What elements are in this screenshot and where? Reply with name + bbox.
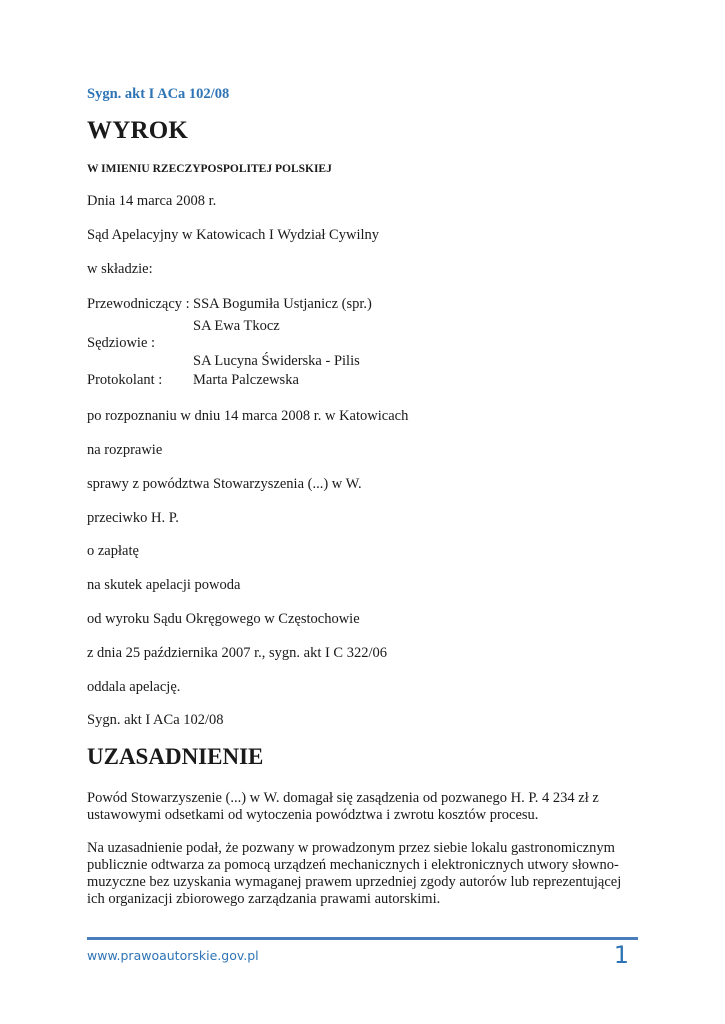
proceedings-line: sprawy z powództwa Stowarzyszenia (...) w W. [87,476,362,492]
judges-label: Sędziowie : [87,335,156,351]
composition-intro: w składzie: [87,261,153,277]
document-subtitle: W IMIENIU RZECZYPOSPOLITEJ POLSKIEJ [87,163,332,175]
proceedings-line: po rozpoznaniu w dniu 14 marca 2008 r. w Katowicach [87,408,409,424]
footer-divider [87,937,638,940]
verdict-line: oddala apelację. [87,679,181,695]
page-number: 1 [613,941,629,969]
proceedings-line: na rozprawie [87,442,163,458]
document-title: WYROK [87,117,188,144]
document-page [87,0,647,1024]
chair-label: Przewodniczący : [87,296,190,312]
justification-paragraph: Na uzasadnienie podał, że pozwany w prowadzonym przez siebie lokalu gastronomicznym publicznie odtwarza za pomocą urządzeń mechanicznych i elektronicznych utwory słowno-muzyczne bez uzyskania wymaganej prawem uprzedniej zgody autorów lub reprezentującej ich organizacji zbiorowego zarządzania prawami autorskimi. [87,840,622,907]
clerk-name: Marta Palczewska [193,372,299,388]
justification-paragraph: Powód Stowarzyszenie (...) w W. domagał się zasądzenia od pozwanego H. P. 4 234 zł z ustawowymi odsetkami od wytoczenia powództwa i zwrotu kosztów procesu. [87,790,599,823]
judgment-date: Dnia 14 marca 2008 r. [87,193,217,209]
proceedings-line: od wyroku Sądu Okręgowego w Częstochowie [87,611,360,627]
judge-name: SA Lucyna Świderska - Pilis [193,353,360,369]
proceedings-line: o zapłatę [87,543,139,559]
proceedings-line: na skutek apelacji powoda [87,577,241,593]
proceedings-line: przeciwko H. P. [87,510,179,526]
case-signature-header: Sygn. akt I ACa 102/08 [87,86,230,102]
case-signature: Sygn. akt I ACa 102/08 [87,712,224,728]
clerk-label: Protokolant : [87,372,163,388]
footer-link[interactable]: www.prawoautorskie.gov.pl [87,948,259,963]
judge-name: SA Ewa Tkocz [193,318,280,334]
court-name: Sąd Apelacyjny w Katowicach I Wydział Cywilny [87,227,380,243]
chair-name: SSA Bogumiła Ustjanicz (spr.) [193,296,372,312]
justification-heading: UZASADNIENIE [87,744,264,769]
proceedings-line: z dnia 25 października 2007 r., sygn. akt I C 322/06 [87,645,388,661]
